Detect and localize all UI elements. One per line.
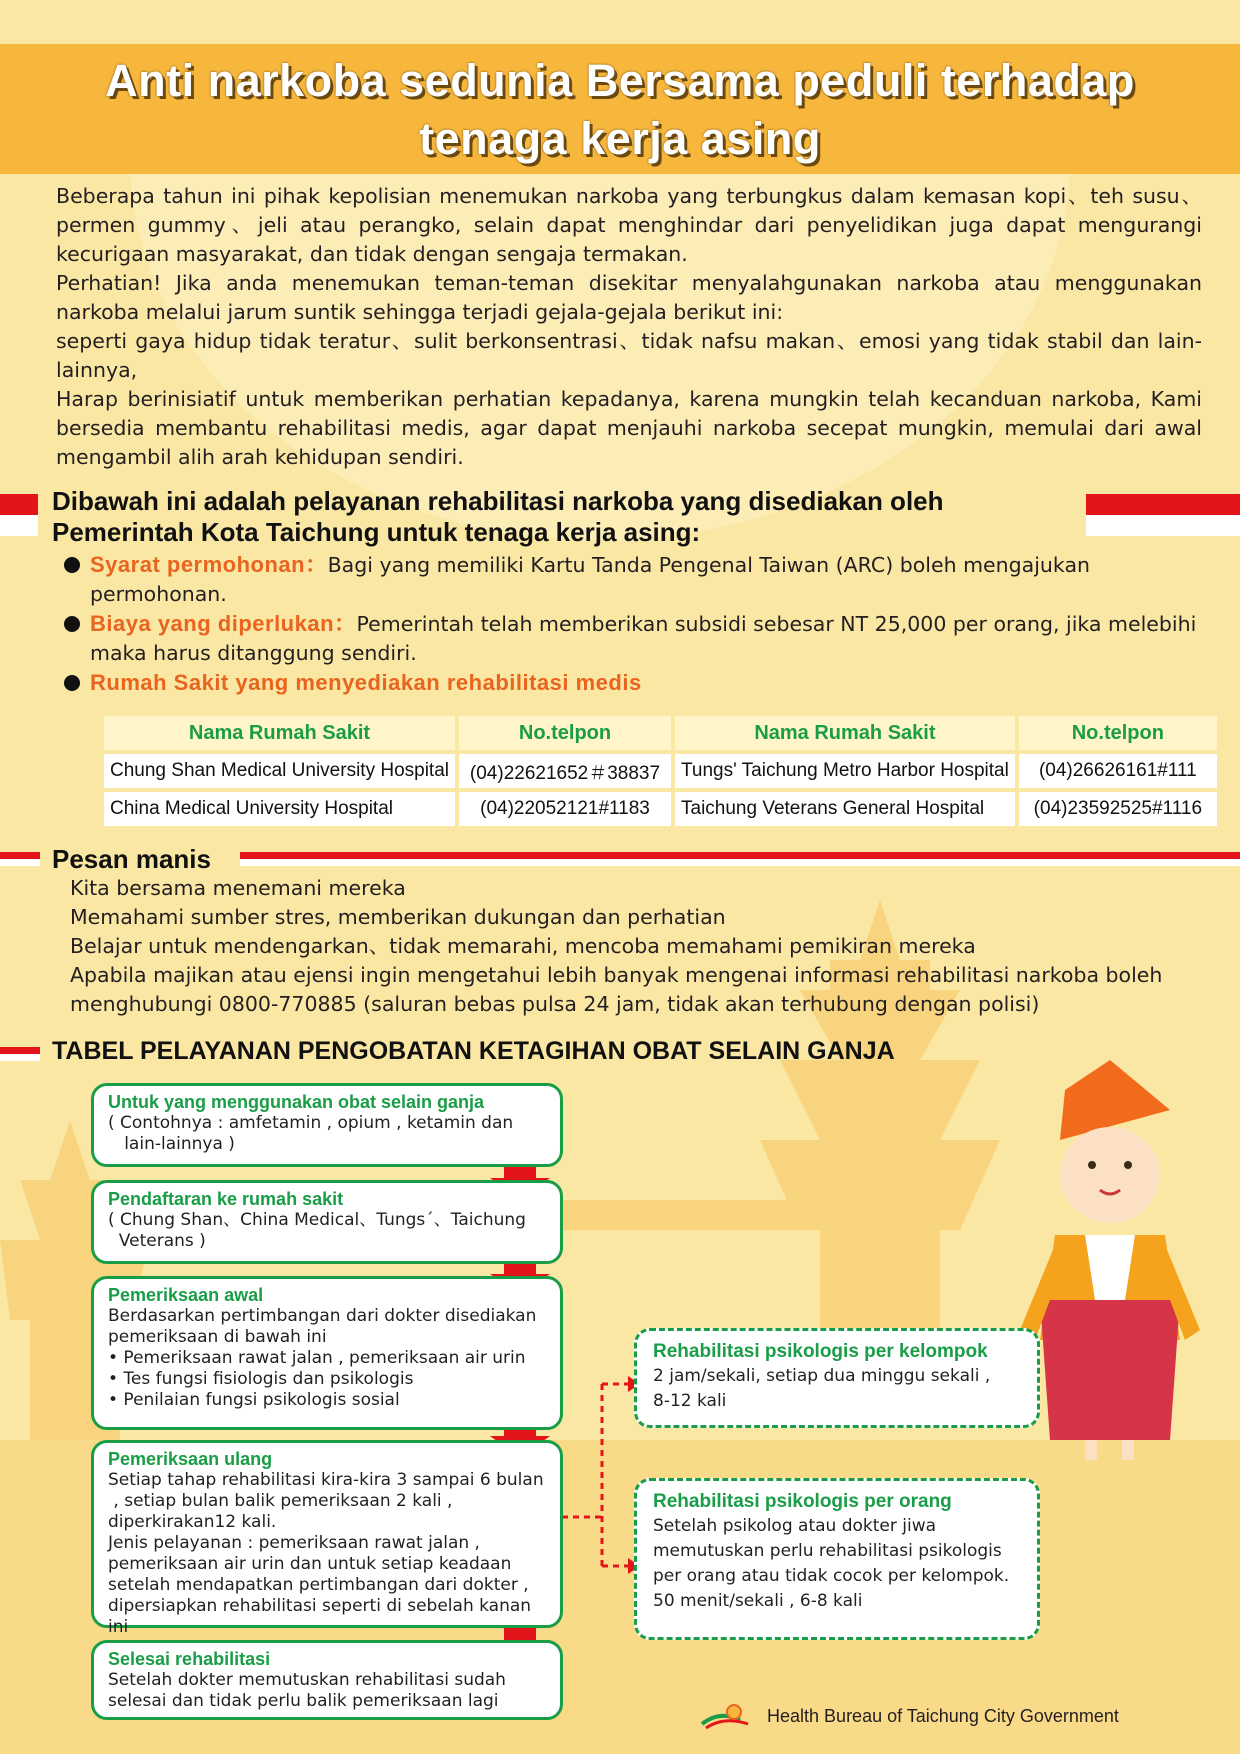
footer-text: Health Bureau of Taichung City Government <box>767 1705 1119 1726</box>
flow-step-line: Setelah dokter memutuskan rehabilitasi sudah <box>108 1670 506 1690</box>
hospital-phone: (04)23592525#1116 <box>1019 792 1217 826</box>
flow-side-line: 50 menit/sekali , 6-8 kali <box>653 1591 863 1611</box>
flow-step-line: dipersiapkan rehabilitasi seperti di sebelah kanan ini <box>108 1596 532 1637</box>
flow-step-title: Pemeriksaan awal <box>108 1285 264 1305</box>
flow-step-line: selesai dan tidak perlu balik pemeriksaan lagi <box>108 1691 499 1711</box>
flow-step-title: Untuk yang menggunakan obat selain ganja <box>108 1092 485 1112</box>
flow-section-title: TABEL PELAYANAN PENGOBATAN KETAGIHAN OBAT SELAIN GANJA <box>52 1037 895 1065</box>
flow-side-title: Rehabilitasi psikologis per kelompok <box>653 1341 988 1362</box>
flow-step-line: Jenis pelayanan : pemeriksaan rawat jalan , <box>108 1533 480 1553</box>
bullet-label: Biaya yang diperlukan： <box>90 611 357 636</box>
title-line-2: tenaga kerja asing <box>419 113 821 164</box>
services-title-line-1: Dibawah ini adalah pelayanan rehabilitasi narkoba yang disediakan oleh <box>52 486 944 516</box>
title-line-1: Anti narkoba sedunia Bersama peduli terhadap <box>105 55 1135 106</box>
health-bureau-logo-icon <box>700 1702 752 1732</box>
intro-paragraph: Beberapa tahun ini pihak kepolisian menemukan narkoba yang terbungkus dalam kemasan kopi、teh susu、permen gummy、jeli atau perangko, selain dapat menghindar dari penyelidikan juga dapat mengurangi kecurigaan masyarakat, dan tidak dengan sengaja termakan. <box>56 184 1202 266</box>
flow-step-line: • Tes fungsi fisiologis dan psikologis <box>108 1369 414 1389</box>
flow-step-line: • Penilaian fungsi psikologis sosial <box>108 1390 400 1410</box>
flow-step-line: Veterans ) <box>108 1231 206 1251</box>
column-header: No.telpon <box>459 716 671 750</box>
flow-side-line: 8-12 kali <box>653 1391 727 1411</box>
bullet-label: Rumah Sakit yang menyediakan rehabilitasi medis <box>90 670 642 695</box>
pesan-line: Memahami sumber stres, memberikan dukungan dan perhatian <box>70 905 726 929</box>
hospital-name: Taichung Veterans General Hospital <box>675 792 1015 826</box>
flow-side-line: Setelah psikolog atau dokter jiwa <box>653 1516 937 1536</box>
pesan-title: Pesan manis <box>52 844 211 874</box>
services-title-line-2: Pemerintah Kota Taichung untuk tenaga kerja asing: <box>52 517 701 547</box>
flow-step-registration <box>91 1180 563 1264</box>
flow-step-line: lain-lainnya ) <box>108 1134 235 1154</box>
intro-paragraph: Harap berinisiatif untuk memberikan perhatian kepadanya, karena mungkin telah kecanduan narkoba, Kami bersedia membantu rehabilitasi medis, agar dapat menjauhi narkoba secepat mungkin, memulai dari awal mengambil alih arah kehidupan sendiri. <box>56 387 1202 469</box>
flow-step-title: Selesai rehabilitasi <box>108 1649 271 1669</box>
intro-paragraph: seperti gaya hidup tidak teratur、sulit berkonsentrasi、tidak nafsu makan、emosi yang tidak stabil dan lain-lainnya, <box>56 329 1202 382</box>
flow-step-title: Pemeriksaan ulang <box>108 1449 273 1469</box>
flow-side-line: memutuskan perlu rehabilitasi psikologis <box>653 1541 1002 1561</box>
footer <box>700 1702 1119 1732</box>
flow-step-title: Pendaftaran ke rumah sakit <box>108 1189 344 1209</box>
flow-step-line: Berdasarkan pertimbangan dari dokter disediakan <box>108 1306 537 1326</box>
flow-step-complete <box>91 1640 563 1720</box>
hospital-name: China Medical University Hospital <box>104 792 455 826</box>
pesan-line: Belajar untuk mendengarkan、tidak memarahi, mencoba memahami pemikiran mereka <box>70 934 976 958</box>
flow-step-reexam <box>91 1440 563 1637</box>
flow-step-line: pemeriksaan di bawah ini <box>108 1327 327 1347</box>
hospital-phone: (04)22621652＃38837 <box>459 754 671 788</box>
flow-step-line: diperkirakan12 kali. <box>108 1512 277 1532</box>
flow-step-line: setelah mendapatkan pertimbangan dari dokter , <box>108 1575 529 1595</box>
bullet-label: Syarat permohonan： <box>90 552 328 577</box>
flow-step-line: • Pemeriksaan rawat jalan , pemeriksaan air urin <box>108 1348 526 1368</box>
flow-step-line: pemeriksaan air urin dan untuk setiap keadaan <box>108 1554 512 1574</box>
column-header: Nama Rumah Sakit <box>675 716 1015 750</box>
flow-side-group-therapy <box>634 1328 1040 1428</box>
pesan-line: Kita bersama menemani mereka <box>70 876 406 900</box>
hospital-name: Chung Shan Medical University Hospital <box>104 754 455 788</box>
flow-side-individual-therapy <box>634 1478 1040 1640</box>
flow-step-line: ( Chung Shan、China Medical、Tungs´、Taichung <box>108 1210 526 1230</box>
hospital-phone: (04)22052121#1183 <box>459 792 671 826</box>
flow-step-line: Setiap tahap rehabilitasi kira-kira 3 sampai 6 bulan <box>108 1470 544 1490</box>
intro-paragraph: Perhatian! Jika anda menemukan teman-teman disekitar menyalahgunakan narkoba atau menggunakan narkoba melalui jarum suntik sehingga terjadi gejala-gejala berikut ini: <box>56 271 1202 324</box>
hospital-name: Tungs' Taichung Metro Harbor Hospital <box>675 754 1015 788</box>
bullet-text: Pemerintah telah memberikan subsidi sebesar NT 25,000 per orang, jika melebihi maka harus ditanggung sendiri. <box>90 612 1197 665</box>
flow-step-initial-exam <box>91 1276 563 1430</box>
flow-step-line: ( Contohnya : amfetamin , opium , ketamin dan <box>108 1113 514 1133</box>
flow-side-line: 2 jam/sekali, setiap dua minggu sekali , <box>653 1366 991 1386</box>
flow-side-line: per orang atau tidak cocok per kelompok. <box>653 1566 1010 1586</box>
flow-step-drug-users <box>91 1083 563 1167</box>
pesan-line: Apabila majikan atau ejensi ingin mengetahui lebih banyak mengenai informasi rehabilitasi narkoba boleh menghubungi 0800-770885 (saluran bebas pulsa 24 jam, tidak akan terhubung dengan polisi) <box>70 963 1163 1016</box>
bullet-text: Bagi yang memiliki Kartu Tanda Pengenal Taiwan (ARC) boleh mengajukan permohonan. <box>90 553 1090 606</box>
flow-step-line: , setiap bulan balik pemeriksaan 2 kali , <box>108 1491 453 1511</box>
column-header: No.telpon <box>1019 716 1217 750</box>
hospital-phone: (04)26626161#111 <box>1019 754 1217 788</box>
dashed-branch <box>562 1384 628 1566</box>
column-header: Nama Rumah Sakit <box>104 716 455 750</box>
flow-side-title: Rehabilitasi psikologis per orang <box>653 1491 952 1512</box>
